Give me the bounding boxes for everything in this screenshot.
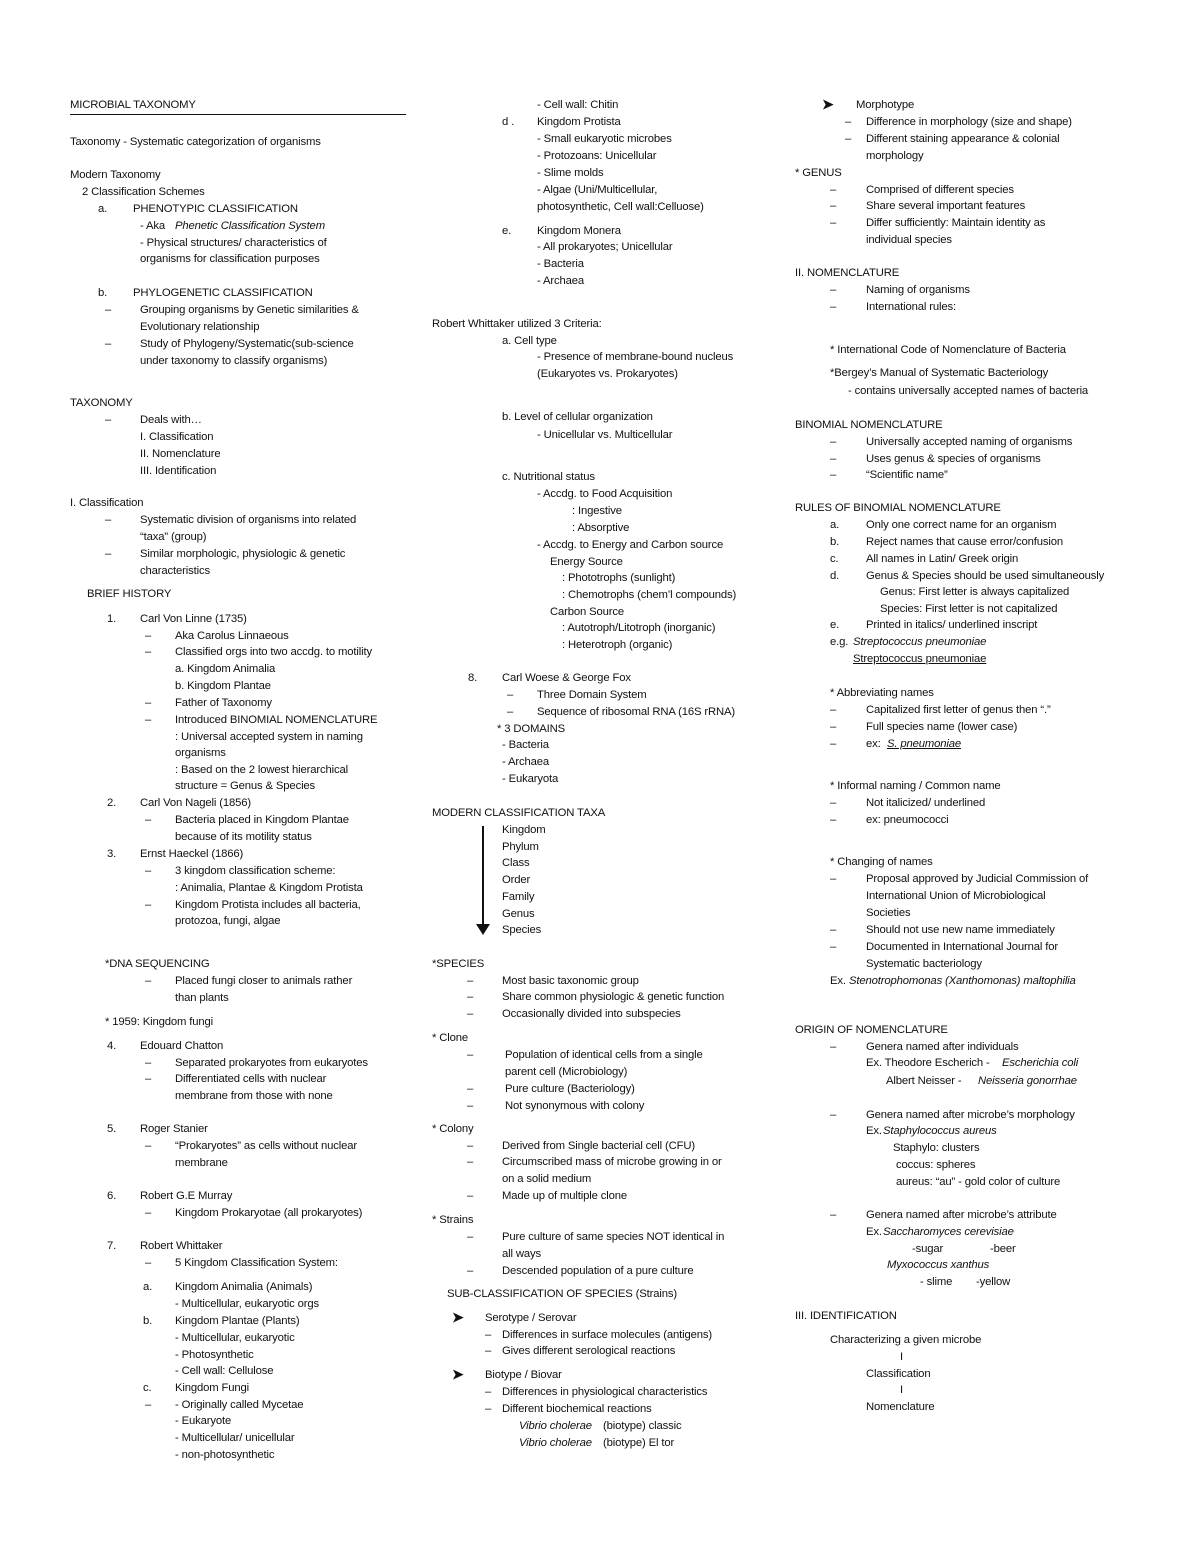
text-line: Deals with… bbox=[140, 414, 202, 426]
text-line: membrane bbox=[175, 1157, 228, 1169]
text-line: * Changing of names bbox=[830, 856, 933, 868]
text-line: b. bbox=[830, 536, 840, 548]
text-line: - Bacteria bbox=[537, 258, 584, 270]
text-line: – bbox=[145, 1399, 152, 1411]
text-line: – bbox=[467, 1140, 474, 1152]
text-line: I bbox=[900, 1351, 903, 1363]
arrow-bullet-icon: ➤ bbox=[452, 1366, 464, 1382]
arrow-bullet-icon: ➤ bbox=[822, 96, 834, 112]
text-line: Family bbox=[502, 891, 535, 903]
text-line: c. bbox=[143, 1382, 152, 1394]
text-line: Carbon Source bbox=[550, 606, 625, 618]
text-line: International Union of Microbiological bbox=[866, 890, 1046, 902]
text-line: – bbox=[105, 414, 112, 426]
text-line: Phylum bbox=[502, 841, 539, 853]
text-line: Different biochemical reactions bbox=[502, 1403, 652, 1415]
text-line: Universally accepted naming of organisms bbox=[866, 436, 1073, 448]
text-line: Species: First letter is not capitalized bbox=[880, 603, 1058, 615]
text-line: organisms bbox=[175, 747, 226, 759]
text-line: Bacteria placed in Kingdom Plantae bbox=[175, 814, 349, 826]
text-line: – bbox=[830, 721, 837, 733]
text-line: – bbox=[145, 630, 152, 642]
text-line: II. Nomenclature bbox=[140, 448, 221, 460]
text-line: – bbox=[467, 1231, 474, 1243]
text-line: – bbox=[145, 1057, 152, 1069]
text-line: Streptococcus pneumoniae bbox=[853, 653, 987, 665]
text-line: – bbox=[145, 1073, 152, 1085]
text-line: Share common physiologic & genetic function bbox=[502, 991, 725, 1003]
text-line: Societies bbox=[866, 907, 911, 919]
taxa-arrow-line bbox=[482, 826, 484, 926]
text-line: - Archaea bbox=[537, 275, 585, 287]
text-line: Myxococcus xanthus bbox=[887, 1259, 990, 1271]
text-line: – bbox=[830, 738, 837, 750]
text-line: – bbox=[105, 338, 112, 350]
text-line: ORIGIN OF NOMENCLATURE bbox=[795, 1024, 948, 1036]
text-line: - Unicellular vs. Multicellular bbox=[537, 429, 673, 441]
text-line: b. Kingdom Plantae bbox=[175, 680, 271, 692]
text-line: – bbox=[467, 1190, 474, 1202]
text-line: aureus: “au” - gold color of culture bbox=[896, 1176, 1061, 1188]
text-line: SUB-CLASSIFICATION OF SPECIES (Strains) bbox=[447, 1288, 677, 1300]
text-line: – bbox=[507, 689, 514, 701]
text-line: individual species bbox=[866, 234, 952, 246]
text-line: Genus bbox=[502, 908, 535, 920]
text-line: - Bacteria bbox=[502, 739, 549, 751]
text-line: Full species name (lower case) bbox=[866, 721, 1018, 733]
text-line: - Originally called Mycetae bbox=[175, 1399, 304, 1411]
text-line: - Archaea bbox=[502, 756, 550, 768]
text-line: Similar morphologic, physiologic & genetic bbox=[140, 548, 346, 560]
text-line: – bbox=[830, 814, 837, 826]
text-line: – bbox=[830, 1209, 837, 1221]
text-line: Taxonomy - Systematic categorization of organisms bbox=[70, 136, 321, 148]
text-line: Class bbox=[502, 857, 530, 869]
text-line: – bbox=[145, 714, 152, 726]
text-line: – bbox=[105, 304, 112, 316]
text-line: Made up of multiple clone bbox=[502, 1190, 627, 1202]
text-line: PHENOTYPIC CLASSIFICATION bbox=[133, 203, 298, 215]
text-line: – bbox=[830, 924, 837, 936]
text-line: Vibrio cholerae bbox=[519, 1437, 592, 1449]
text-line: Albert Neisser - bbox=[886, 1075, 962, 1087]
text-line: b. bbox=[98, 287, 108, 299]
text-line: – bbox=[845, 133, 852, 145]
text-line: Occasionally divided into subspecies bbox=[502, 1008, 681, 1020]
text-line: ex: bbox=[866, 738, 881, 750]
text-line: (biotype) El tor bbox=[603, 1437, 675, 1449]
text-line: Three Domain System bbox=[537, 689, 647, 701]
text-line: Uses genus & species of organisms bbox=[866, 453, 1041, 465]
text-line: - Photosynthetic bbox=[175, 1349, 254, 1361]
text-line: – bbox=[830, 436, 837, 448]
text-line: 4. bbox=[107, 1040, 117, 1052]
text-line: a. Kingdom Animalia bbox=[175, 663, 276, 675]
text-line: Order bbox=[502, 874, 531, 886]
text-line: Kingdom bbox=[502, 824, 546, 836]
text-line: Saccharomyces cerevisiae bbox=[883, 1226, 1014, 1238]
text-line: All names in Latin/ Greek origin bbox=[866, 553, 1019, 565]
text-line: III. Identification bbox=[140, 465, 217, 477]
text-line: III. IDENTIFICATION bbox=[795, 1310, 897, 1322]
text-line: “Scientific name” bbox=[866, 469, 948, 481]
text-line: Ex. bbox=[830, 975, 846, 987]
text-line: 2. bbox=[107, 797, 117, 809]
text-line: 1. bbox=[107, 613, 117, 625]
text-line: Classification bbox=[866, 1368, 931, 1380]
text-line: – bbox=[467, 1265, 474, 1277]
text-line: e. bbox=[502, 225, 512, 237]
text-line: - Cell wall: Chitin bbox=[537, 99, 619, 111]
text-line: protozoa, fungi, algae bbox=[175, 915, 281, 927]
text-line: Ex. Theodore Escherich - bbox=[866, 1057, 990, 1069]
text-line: b. Level of cellular organization bbox=[502, 411, 653, 423]
text-line: Naming of organisms bbox=[866, 284, 970, 296]
text-line: membrane from those with none bbox=[175, 1090, 333, 1102]
text-line: I. Classification bbox=[70, 497, 144, 509]
text-line: c. bbox=[830, 553, 839, 565]
text-line: on a solid medium bbox=[502, 1173, 592, 1185]
text-line: - non-photosynthetic bbox=[175, 1449, 275, 1461]
text-line: Differences in surface molecules (antigens) bbox=[502, 1329, 712, 1341]
text-line: 6. bbox=[107, 1190, 117, 1202]
text-line: Ex. bbox=[866, 1226, 882, 1238]
text-line: – bbox=[145, 899, 152, 911]
text-line: * 1959: Kingdom fungi bbox=[105, 1016, 214, 1028]
text-line: Robert G.E Murray bbox=[140, 1190, 233, 1202]
text-line: Difference in morphology (size and shape) bbox=[866, 116, 1072, 128]
text-line: characteristics bbox=[140, 565, 210, 577]
text-line: Stenotrophomonas (Xanthomonas) maltophilia bbox=[849, 975, 1076, 987]
title-underline bbox=[70, 114, 406, 115]
text-line: Carl Von Linne (1735) bbox=[140, 613, 247, 625]
text-line: “taxa” (group) bbox=[140, 531, 207, 543]
text-line: -beer bbox=[990, 1243, 1016, 1255]
text-line: -yellow bbox=[976, 1276, 1011, 1288]
text-line: - slime bbox=[920, 1276, 953, 1288]
text-line: Gives different serological reactions bbox=[502, 1345, 676, 1357]
text-line: Species bbox=[502, 924, 542, 936]
text-line: * Informal naming / Common name bbox=[830, 780, 1001, 792]
text-line: : Autotroph/Litotroph (inorganic) bbox=[562, 622, 716, 634]
text-line: - Physical structures/ characteristics of bbox=[140, 237, 327, 249]
text-line: Characterizing a given microbe bbox=[830, 1334, 982, 1346]
text-line: – bbox=[467, 1156, 474, 1168]
text-line: – bbox=[830, 704, 837, 716]
text-line: * International Code of Nomenclature of Bacteria bbox=[830, 344, 1066, 356]
text-line: Pure culture of same species NOT identical in bbox=[502, 1231, 725, 1243]
text-line: - Protozoans: Unicellular bbox=[537, 150, 657, 162]
text-line: Phenetic Classification System bbox=[175, 220, 325, 232]
text-line: – bbox=[145, 697, 152, 709]
text-line: Nomenclature bbox=[866, 1401, 935, 1413]
text-line: – bbox=[485, 1345, 492, 1357]
text-line: Genera named after individuals bbox=[866, 1041, 1019, 1053]
text-line: Sequence of ribosomal RNA (16S rRNA) bbox=[537, 706, 736, 718]
text-line: – bbox=[485, 1329, 492, 1341]
text-line: Evolutionary relationship bbox=[140, 321, 260, 333]
text-line: - Cell wall: Cellulose bbox=[175, 1365, 274, 1377]
text-line: * 3 DOMAINS bbox=[497, 723, 566, 735]
text-line: Pure culture (Bacteriology) bbox=[505, 1083, 635, 1095]
text-line: Differ sufficiently: Maintain identity as bbox=[866, 217, 1046, 229]
text-line: Genera named after microbe’s attribute bbox=[866, 1209, 1057, 1221]
text-line: ex: pneumococci bbox=[866, 814, 949, 826]
text-line: – bbox=[467, 991, 474, 1003]
text-line: TAXONOMY bbox=[70, 397, 133, 409]
text-line: *Bergey’s Manual of Systematic Bacteriology bbox=[830, 367, 1049, 379]
text-line: Robert Whittaker bbox=[140, 1240, 223, 1252]
text-line: “Prokaryotes” as cells without nuclear bbox=[175, 1140, 358, 1152]
text-line: – bbox=[830, 301, 837, 313]
text-line: * Colony bbox=[432, 1123, 474, 1135]
text-line: Systematic division of organisms into related bbox=[140, 514, 357, 526]
text-line: – bbox=[830, 284, 837, 296]
text-line: Study of Phylogeny/Systematic(sub-science bbox=[140, 338, 354, 350]
text-line: b. bbox=[143, 1315, 153, 1327]
text-line: - Small eukaryotic microbes bbox=[537, 133, 672, 145]
text-line: Should not use new name immediately bbox=[866, 924, 1055, 936]
text-line: : Animalia, Plantae & Kingdom Protista bbox=[175, 882, 363, 894]
text-line: Derived from Single bacterial cell (CFU) bbox=[502, 1140, 696, 1152]
text-line: : Chemotrophs (chem’l compounds) bbox=[562, 589, 737, 601]
text-line: 5 Kingdom Classification System: bbox=[175, 1257, 338, 1269]
text-line: – bbox=[830, 1041, 837, 1053]
text-line: BINOMIAL NOMENCLATURE bbox=[795, 419, 943, 431]
text-line: - Multicellular, eukaryotic bbox=[175, 1332, 295, 1344]
text-line: Roger Stanier bbox=[140, 1123, 208, 1135]
text-line: Genera named after microbe’s morphology bbox=[866, 1109, 1075, 1121]
text-line: Kingdom Fungi bbox=[175, 1382, 250, 1394]
text-line: I bbox=[900, 1384, 903, 1396]
text-line: Ernst Haeckel (1866) bbox=[140, 848, 244, 860]
text-line: Kingdom Prokaryotae (all prokaryotes) bbox=[175, 1207, 363, 1219]
text-line: : Based on the 2 lowest hierarchical bbox=[175, 764, 348, 776]
text-line: : Ingestive bbox=[572, 505, 622, 517]
text-line: * Abbreviating names bbox=[830, 687, 934, 699]
text-line: – bbox=[485, 1386, 492, 1398]
text-line: 3. bbox=[107, 848, 117, 860]
text-line: c. Nutritional status bbox=[502, 471, 595, 483]
text-line: Kingdom Plantae (Plants) bbox=[175, 1315, 300, 1327]
text-line: Streptococcus pneumoniae bbox=[853, 636, 987, 648]
text-line: structure = Genus & Species bbox=[175, 780, 316, 792]
text-line: Comprised of different species bbox=[866, 184, 1014, 196]
text-line: Classified orgs into two accdg. to motility bbox=[175, 646, 372, 658]
text-line: Energy Source bbox=[550, 556, 623, 568]
text-line: – bbox=[145, 646, 152, 658]
text-line: Aka Carolus Linnaeous bbox=[175, 630, 289, 642]
text-line: – bbox=[830, 217, 837, 229]
text-line: – bbox=[145, 1257, 152, 1269]
text-line: Morphotype bbox=[856, 99, 915, 111]
text-line: – bbox=[845, 116, 852, 128]
text-line: Placed fungi closer to animals rather bbox=[175, 975, 353, 987]
text-line: – bbox=[467, 1049, 474, 1061]
text-line: – bbox=[467, 1100, 474, 1112]
text-line: – bbox=[145, 1140, 152, 1152]
text-line: than plants bbox=[175, 992, 229, 1004]
text-line: - Multicellular, eukaryotic orgs bbox=[175, 1298, 319, 1310]
text-line: : Phototrophs (sunlight) bbox=[562, 572, 676, 584]
text-line: Reject names that cause error/confusion bbox=[866, 536, 1063, 548]
text-line: Robert Whittaker utilized 3 Criteria: bbox=[432, 318, 602, 330]
text-line: * Clone bbox=[432, 1032, 469, 1044]
text-line: all ways bbox=[502, 1248, 541, 1260]
text-line: (biotype) classic bbox=[603, 1420, 682, 1432]
text-line: Ex. bbox=[866, 1125, 882, 1137]
text-line: photosynthetic, Cell wall:Celluose) bbox=[537, 201, 704, 213]
text-line: Population of identical cells from a single bbox=[505, 1049, 703, 1061]
text-line: a. bbox=[98, 203, 108, 215]
text-line: Carl Von Nageli (1856) bbox=[140, 797, 251, 809]
text-line: – bbox=[830, 941, 837, 953]
taxa-arrow-head-icon bbox=[476, 924, 490, 935]
text-line: e.g. bbox=[830, 636, 849, 648]
text-line: Not italicized/ underlined bbox=[866, 797, 986, 809]
text-line: Differences in physiological characteristics bbox=[502, 1386, 708, 1398]
text-line: d. bbox=[830, 570, 840, 582]
text-line: Differentiated cells with nuclear bbox=[175, 1073, 327, 1085]
text-line: 5. bbox=[107, 1123, 117, 1135]
text-line: MICROBIAL TAXONOMY bbox=[70, 99, 196, 111]
text-line: coccus: spheres bbox=[896, 1159, 976, 1171]
text-line: Not synonymous with colony bbox=[505, 1100, 645, 1112]
text-line: – bbox=[507, 706, 514, 718]
text-line: d . bbox=[502, 116, 515, 128]
text-line: – bbox=[467, 1083, 474, 1095]
text-line: – bbox=[830, 873, 837, 885]
text-line: - Accdg. to Food Acquisition bbox=[537, 488, 673, 500]
text-line: PHYLOGENETIC CLASSIFICATION bbox=[133, 287, 313, 299]
text-line: Capitalized first letter of genus then “.” bbox=[866, 704, 1051, 716]
text-line: Genus: First letter is always capitalized bbox=[880, 586, 1070, 598]
text-line: -sugar bbox=[912, 1243, 944, 1255]
text-line: - Aka bbox=[140, 220, 165, 232]
text-line: II. NOMENCLATURE bbox=[795, 267, 900, 279]
text-line: S. pneumoniae bbox=[887, 738, 962, 750]
text-line: : Absorptive bbox=[572, 522, 630, 534]
text-line: Staphylo: clusters bbox=[893, 1142, 980, 1154]
text-line: – bbox=[145, 814, 152, 826]
text-line: – bbox=[145, 975, 152, 987]
text-line: - Eukaryota bbox=[502, 773, 559, 785]
text-line: under taxonomy to classify organisms) bbox=[140, 355, 328, 367]
text-line: Genus & Species should be used simultaneously bbox=[866, 570, 1105, 582]
text-line: RULES OF BINOMIAL NOMENCLATURE bbox=[795, 502, 1001, 514]
arrow-bullet-icon: ➤ bbox=[452, 1309, 464, 1325]
text-line: Escherichia coli bbox=[1002, 1057, 1079, 1069]
text-line: parent cell (Microbiology) bbox=[505, 1066, 628, 1078]
text-line: – bbox=[105, 548, 112, 560]
text-line: : Heterotroph (organic) bbox=[562, 639, 673, 651]
text-line: * GENUS bbox=[795, 167, 842, 179]
text-line: Most basic taxonomic group bbox=[502, 975, 639, 987]
text-line: 7. bbox=[107, 1240, 117, 1252]
text-line: *SPECIES bbox=[432, 958, 485, 970]
text-line: Carl Woese & George Fox bbox=[502, 672, 631, 684]
text-line: Biotype / Biovar bbox=[485, 1369, 562, 1381]
text-line: - Algae (Uni/Multicellular, bbox=[537, 184, 658, 196]
text-line: because of its motility status bbox=[175, 831, 312, 843]
text-line: - Slime molds bbox=[537, 167, 604, 179]
text-line: - All prokaryotes; Unicellular bbox=[537, 241, 673, 253]
text-line: * Strains bbox=[432, 1214, 474, 1226]
text-line: Staphylococcus aureus bbox=[883, 1125, 997, 1137]
text-line: I. Classification bbox=[140, 431, 214, 443]
text-line: a. bbox=[830, 519, 840, 531]
text-line: 3 kingdom classification scheme: bbox=[175, 865, 336, 877]
text-line: organisms for classification purposes bbox=[140, 253, 320, 265]
text-line: Kingdom Monera bbox=[537, 225, 621, 237]
text-line: Printed in italics/ underlined inscript bbox=[866, 619, 1038, 631]
text-line: Kingdom Protista bbox=[537, 116, 621, 128]
text-line: Circumscribed mass of microbe growing in or bbox=[502, 1156, 722, 1168]
text-line: Separated prokaryotes from eukaryotes bbox=[175, 1057, 368, 1069]
text-line: Kingdom Animalia (Animals) bbox=[175, 1281, 313, 1293]
text-line: - contains universally accepted names of bacteria bbox=[848, 385, 1089, 397]
text-line: : Universal accepted system in naming bbox=[175, 731, 363, 743]
text-line: Different staining appearance & colonial bbox=[866, 133, 1060, 145]
text-line: – bbox=[830, 200, 837, 212]
text-line: - Eukaryote bbox=[175, 1415, 232, 1427]
text-line: Proposal approved by Judicial Commission of bbox=[866, 873, 1089, 885]
text-line: Systematic bacteriology bbox=[866, 958, 982, 970]
text-line: 8. bbox=[468, 672, 478, 684]
text-line: BRIEF HISTORY bbox=[87, 588, 172, 600]
text-line: – bbox=[467, 975, 474, 987]
text-line: – bbox=[105, 514, 112, 526]
text-line: a. bbox=[143, 1281, 153, 1293]
text-line: Father of Taxonomy bbox=[175, 697, 272, 709]
text-line: - Multicellular/ unicellular bbox=[175, 1432, 295, 1444]
text-line: Vibrio cholerae bbox=[519, 1420, 592, 1432]
text-line: – bbox=[830, 453, 837, 465]
text-line: a. Cell type bbox=[502, 335, 557, 347]
text-line: - Accdg. to Energy and Carbon source bbox=[537, 539, 724, 551]
text-line: e. bbox=[830, 619, 840, 631]
text-line: - Presence of membrane-bound nucleus bbox=[537, 351, 734, 363]
text-line: Documented in International Journal for bbox=[866, 941, 1058, 953]
text-line: Grouping organisms by Genetic similarities & bbox=[140, 304, 359, 316]
text-line: – bbox=[830, 469, 837, 481]
text-line: morphology bbox=[866, 150, 924, 162]
text-line: – bbox=[467, 1008, 474, 1020]
text-line: Only one correct name for an organism bbox=[866, 519, 1057, 531]
text-line: – bbox=[830, 1109, 837, 1121]
text-line: Neisseria gonorrhae bbox=[978, 1075, 1077, 1087]
text-line: MODERN CLASSIFICATION TAXA bbox=[432, 807, 606, 819]
text-line: – bbox=[145, 865, 152, 877]
text-line: – bbox=[830, 797, 837, 809]
text-line: – bbox=[485, 1403, 492, 1415]
text-line: Modern Taxonomy bbox=[70, 169, 161, 181]
text-line: Descended population of a pure culture bbox=[502, 1265, 694, 1277]
text-line: – bbox=[830, 184, 837, 196]
text-line: (Eukaryotes vs. Prokaryotes) bbox=[537, 368, 678, 380]
text-line: – bbox=[145, 1207, 152, 1219]
text-line: *DNA SEQUENCING bbox=[105, 958, 210, 970]
text-line: Kingdom Protista includes all bacteria, bbox=[175, 899, 361, 911]
text-line: 2 Classification Schemes bbox=[82, 186, 205, 198]
text-line: Introduced BINOMIAL NOMENCLATURE bbox=[175, 714, 378, 726]
text-line: Edouard Chatton bbox=[140, 1040, 224, 1052]
text-line: International rules: bbox=[866, 301, 956, 313]
text-line: Serotype / Serovar bbox=[485, 1312, 577, 1324]
text-line: Share several important features bbox=[866, 200, 1026, 212]
